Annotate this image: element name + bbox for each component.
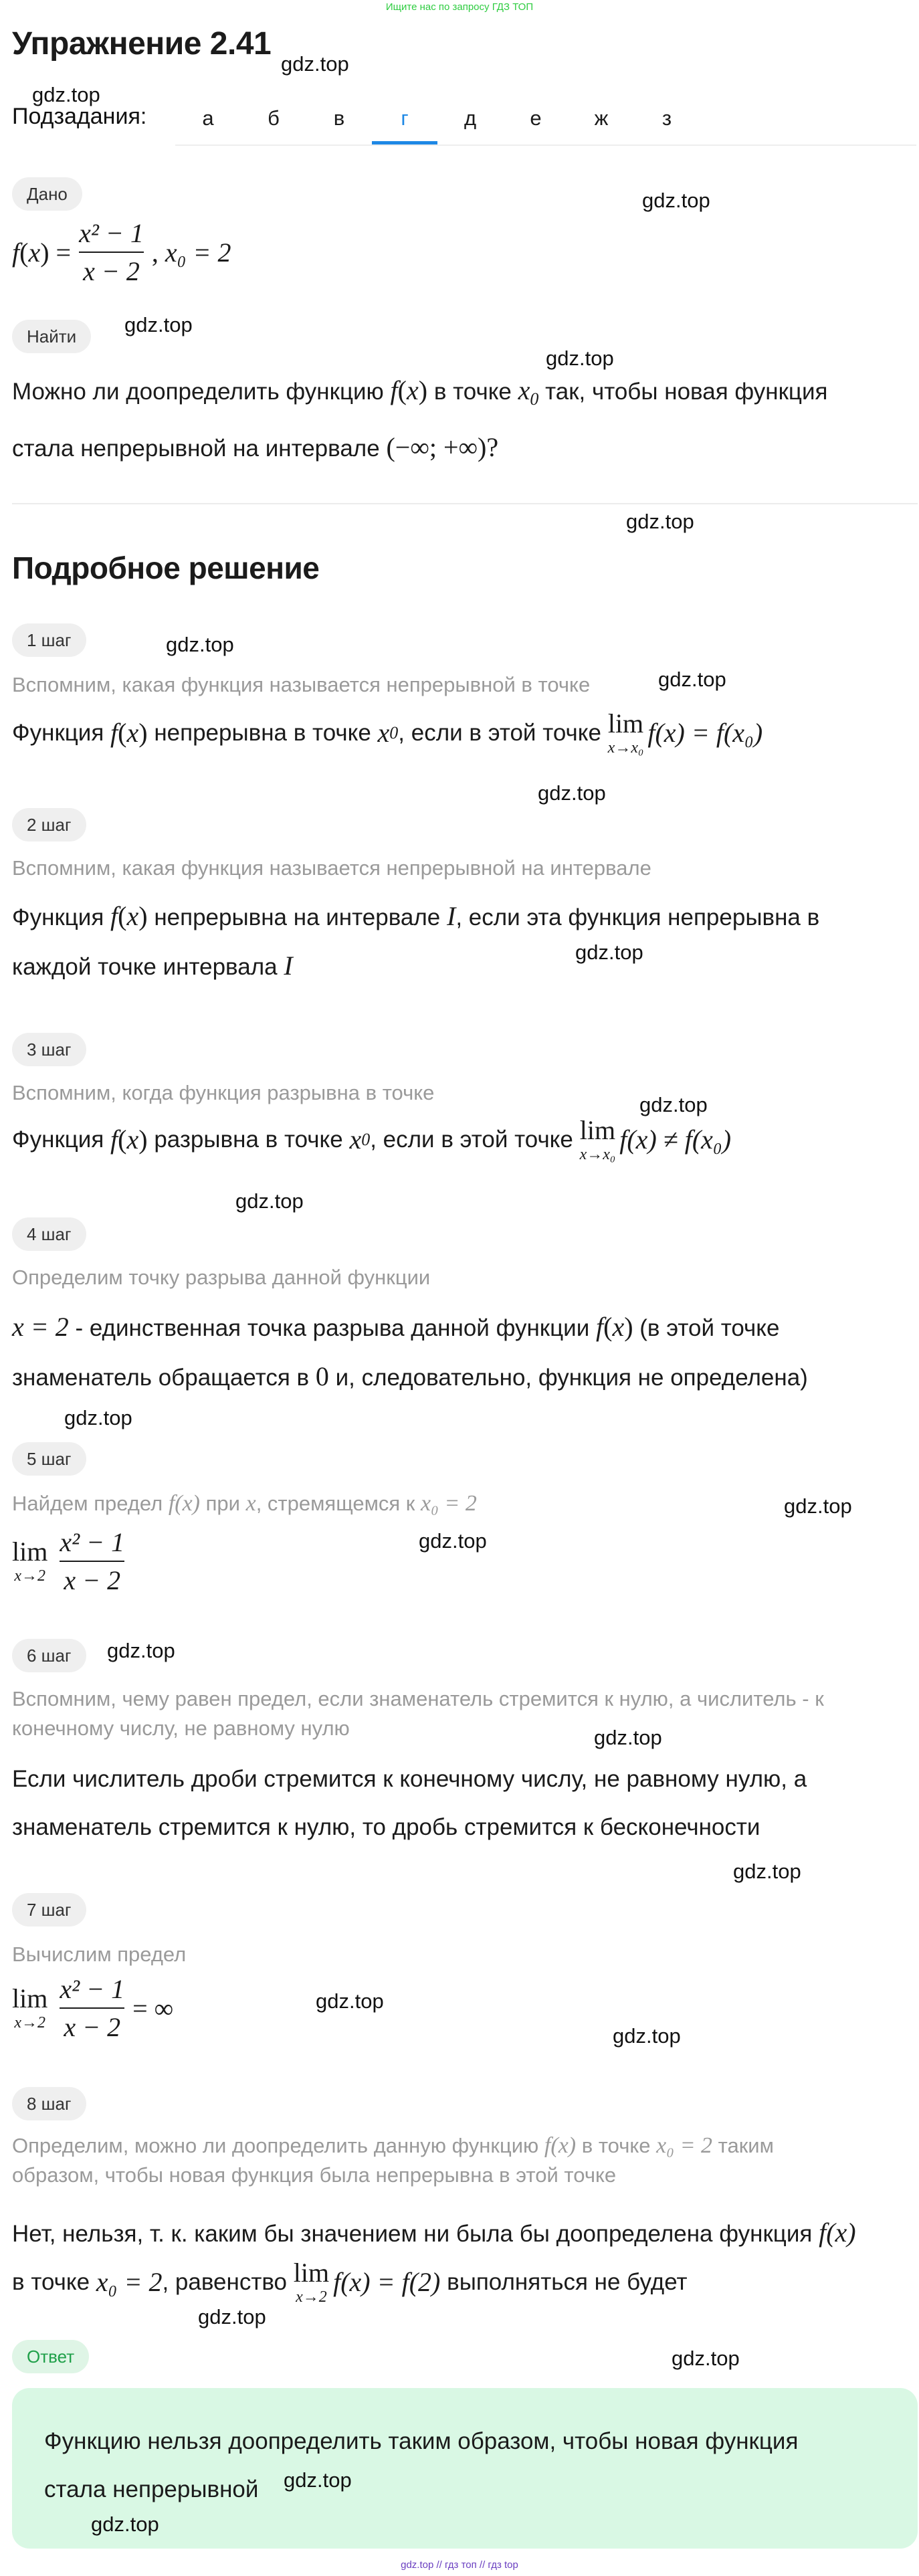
watermark: gdz.top bbox=[91, 2512, 159, 2536]
watermark: gdz.top bbox=[642, 189, 710, 212]
watermark: gdz.top bbox=[733, 1860, 801, 1883]
watermark: gdz.top bbox=[594, 1726, 662, 1749]
watermark: gdz.top bbox=[575, 940, 643, 964]
watermark: gdz.top bbox=[316, 1989, 384, 2013]
find-text: Можно ли доопределить функцию f(x) в точке $x_0$ так, чтобы новая функция стала непрерывной на интервале (−∞; +∞)? bbox=[12, 375, 828, 462]
subtasks-label: Подзадания: bbox=[12, 104, 147, 129]
watermark: gdz.top bbox=[626, 510, 694, 533]
solution-title: Подробное решение bbox=[12, 551, 320, 585]
top-banner-link[interactable]: Ищите нас по запросу ГДЗ ТОП bbox=[385, 1, 534, 13]
step-badge: 4 шаг bbox=[12, 1217, 86, 1251]
watermark: gdz.top bbox=[284, 2468, 352, 2492]
step-badge: 2 шаг bbox=[12, 808, 86, 841]
watermark: gdz.top bbox=[32, 83, 100, 106]
step-badge: 8 шаг bbox=[12, 2087, 86, 2120]
tab-v[interactable]: в bbox=[333, 106, 345, 130]
step-text: x = 2 - единственная точка разрыва данной функции f(x) (в этой точке знаменатель обращается в 0 и, следовательно, функция не определена) bbox=[12, 1312, 808, 1391]
watermark: gdz.top bbox=[124, 313, 193, 336]
page-title: Упражнение 2.41 bbox=[12, 26, 272, 62]
find-badge: Найти bbox=[12, 320, 91, 353]
watermark: gdz.top bbox=[64, 1406, 132, 1429]
watermark: gdz.top bbox=[546, 346, 614, 370]
subtask-tabs bbox=[175, 92, 700, 144]
step-badge: 3 шаг bbox=[12, 1033, 86, 1066]
tabs-divider bbox=[175, 144, 916, 146]
step-formula: lim x→2 $\frac{\text{x² − 1}}{x - 2}$ = ∞ bbox=[12, 1974, 174, 2042]
step-badge: 5 шаг bbox=[12, 1442, 86, 1476]
footer-links[interactable]: gdz.top // гдз топ // гдз top bbox=[401, 2559, 518, 2571]
given-badge: Дано bbox=[12, 177, 82, 211]
step-text: Функция f ( x ) непрерывна в точке x 0 , если в этой точке lim x→x₀ f(x) = f(x₀) bbox=[12, 708, 763, 757]
section-divider bbox=[12, 503, 918, 504]
watermark: gdz.top bbox=[538, 781, 606, 805]
watermark: gdz.top bbox=[613, 2024, 681, 2048]
watermark: gdz.top bbox=[784, 1494, 852, 1518]
watermark: gdz.top bbox=[166, 633, 234, 656]
tab-z[interactable]: з bbox=[661, 106, 672, 130]
step-text: Нет, нельзя, т. к. каким бы значением ни была бы доопределена функция f(x) в точке x₀ = 2 , равенство lim x→2 f(x) = f(2) выполняться не будет bbox=[12, 2217, 856, 2306]
step-text: Функция f ( x ) разрывна в точке x 0 , если в этой точке lim x→x₀ f(x) ≠ f(x₀) bbox=[12, 1115, 732, 1163]
watermark: gdz.top bbox=[658, 668, 726, 691]
step-badge: 1 шаг bbox=[12, 623, 86, 657]
watermark: gdz.top bbox=[672, 2347, 740, 2370]
step-hint: Определим, можно ли доопределить данную функцию f(x) в точке x₀ = 2 таким образом, чтобы новая функция была непрерывна в этой точке bbox=[12, 2133, 774, 2187]
tab-b[interactable]: б bbox=[268, 106, 280, 130]
watermark: gdz.top bbox=[107, 1639, 175, 1662]
watermark: gdz.top bbox=[281, 52, 349, 76]
given-formula: f ( x ) = $\frac{\text{x² − 1}}{x - 2}$ , x₀ = 2 bbox=[12, 218, 231, 286]
watermark: gdz.top bbox=[198, 2305, 266, 2329]
step-badge: 7 шаг bbox=[12, 1893, 86, 1926]
watermark: gdz.top bbox=[419, 1529, 487, 1553]
step-text: Если числитель дроби стремится к конечному числу, не равному нулю, а знаменатель стремится к нулю, то дробь стремится к бесконечности bbox=[12, 1766, 807, 1840]
step-badge: 6 шаг bbox=[12, 1639, 86, 1672]
step-hint: Вспомним, какая функция называется непрерывной на интервале bbox=[12, 856, 651, 880]
step-hint: Вспомним, чему равен предел, если знаменатель стремится к нулю, а числитель - к конечному числу, не равному нулю bbox=[12, 1687, 824, 1740]
step-hint: Вспомним, когда функция разрывна в точке bbox=[12, 1081, 435, 1104]
tab-e[interactable]: е bbox=[530, 106, 542, 130]
tab-d[interactable]: д bbox=[464, 106, 477, 130]
tab-a[interactable]: а bbox=[202, 106, 214, 130]
step-hint: Найдем предел f(x) при x, стремящемся к x₀ = 2 bbox=[12, 1491, 477, 1516]
tab-zh[interactable]: ж bbox=[594, 106, 609, 130]
step-hint: Определим точку разрыва данной функции bbox=[12, 1266, 431, 1289]
watermark: gdz.top bbox=[235, 1189, 304, 1213]
step-formula: lim x→2 $\frac{\text{x² − 1}}{x - 2}$ bbox=[12, 1527, 125, 1595]
step-hint: Вычислим предел bbox=[12, 1943, 187, 1966]
answer-text: Функцию нельзя доопределить таким образом, чтобы новая функция стала непрерывной bbox=[44, 2428, 799, 2502]
tab-g-active[interactable]: г bbox=[372, 92, 437, 144]
answer-badge: Ответ bbox=[12, 2340, 89, 2373]
watermark: gdz.top bbox=[639, 1093, 708, 1116]
step-hint: Вспомним, какая функция называется непрерывной в точке bbox=[12, 673, 591, 696]
step-text: Функция f(x) непрерывна на интервале I, если эта функция непрерывна в каждой точке интервала I bbox=[12, 901, 820, 981]
